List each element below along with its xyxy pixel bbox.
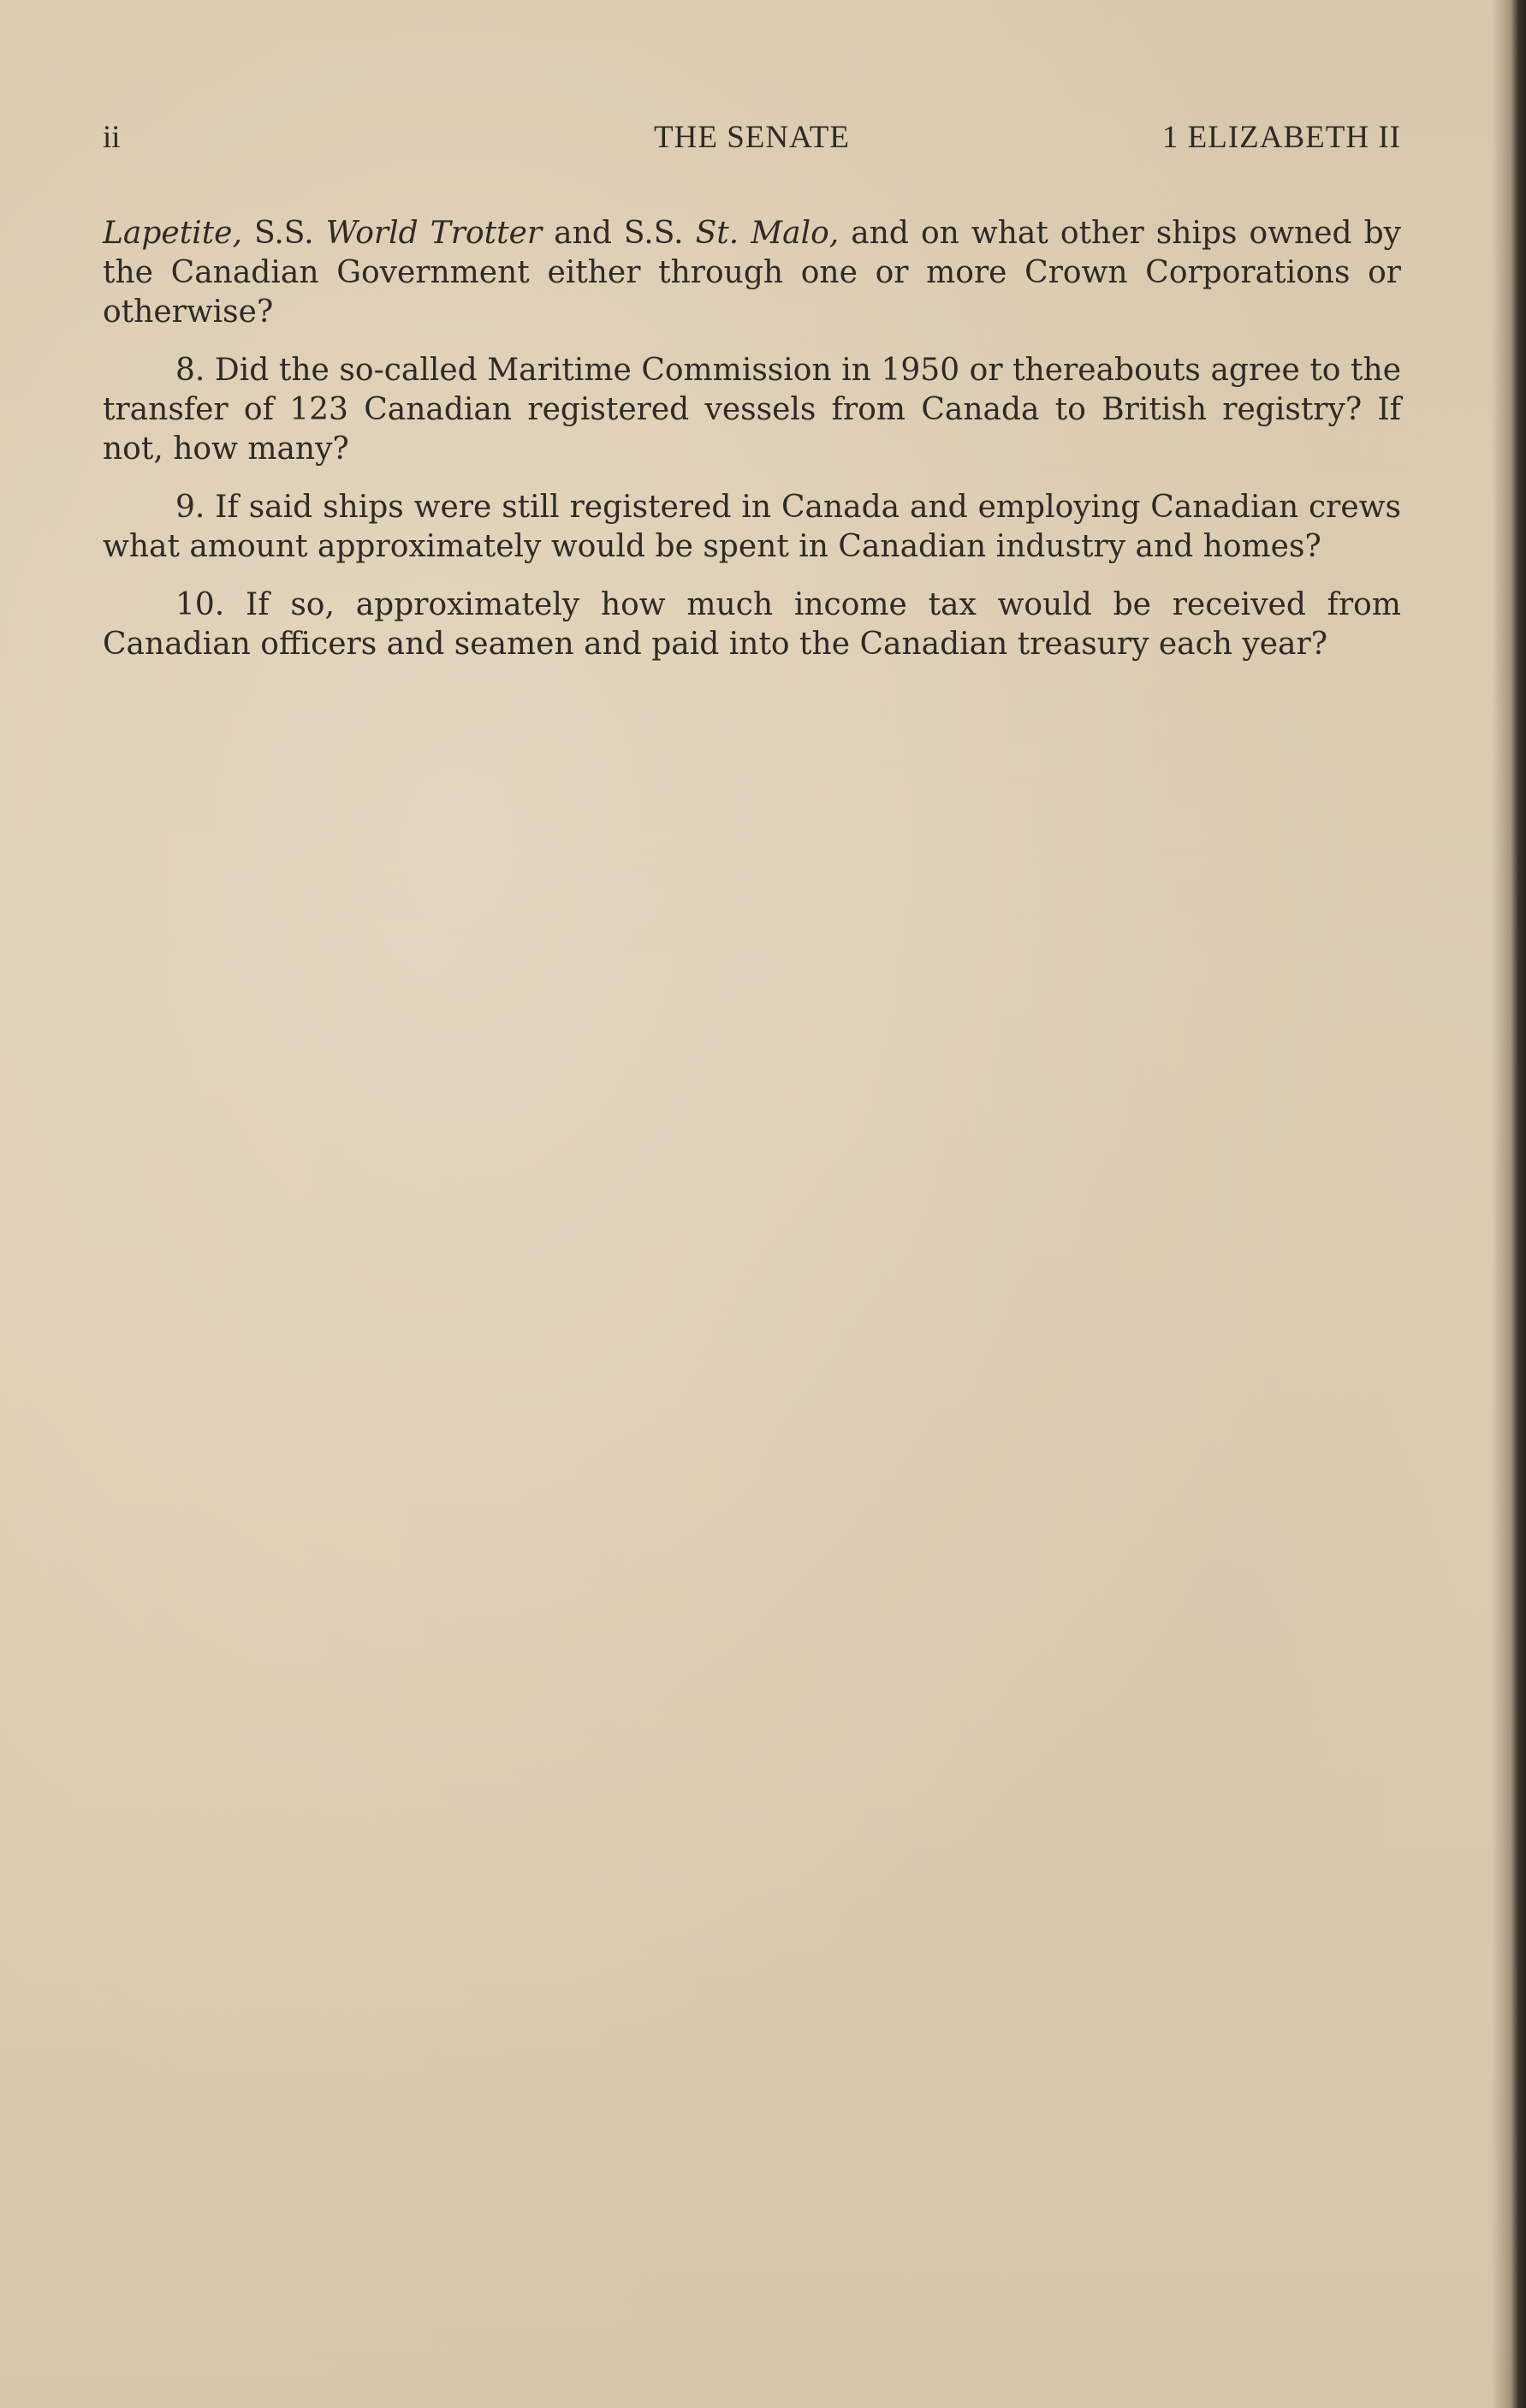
text-run: and S.S. <box>554 216 684 251</box>
text-run: S.S. <box>253 216 314 251</box>
ship-name: Lapetite, <box>103 216 242 251</box>
page-title: THE SENATE <box>654 120 850 155</box>
question-9-paragraph: 9. If said ships were still registered in Canada and employing Canadian crews what amount approximately would be spent in Canadian industry and homes? <box>103 490 1401 564</box>
ship-name: St. Malo, <box>695 216 840 251</box>
page-edge-shadow <box>1492 0 1526 2408</box>
ship-name: World Trotter <box>325 216 543 251</box>
page-number: ii <box>103 120 121 155</box>
question-10-paragraph: 10. If so, approximately how much income tax would be received from Canadian officers and seamen and paid into the Canadian treasury each year? <box>103 587 1401 662</box>
regnal-year: 1 ELIZABETH II <box>1161 120 1401 155</box>
text-run: and on what other ships owned by the Canadian Government either through one or more Crown Corporations or otherwise? <box>103 216 1401 330</box>
document-body <box>103 214 1401 683</box>
running-head <box>103 116 1401 159</box>
continued-question-paragraph <box>103 214 1401 332</box>
question-8-paragraph: 8. Did the so-called Maritime Commission in 1950 or thereabouts agree to the transfer of 123 Canadian registered vessels from Canada to British registry? If not, how many? <box>103 353 1401 467</box>
